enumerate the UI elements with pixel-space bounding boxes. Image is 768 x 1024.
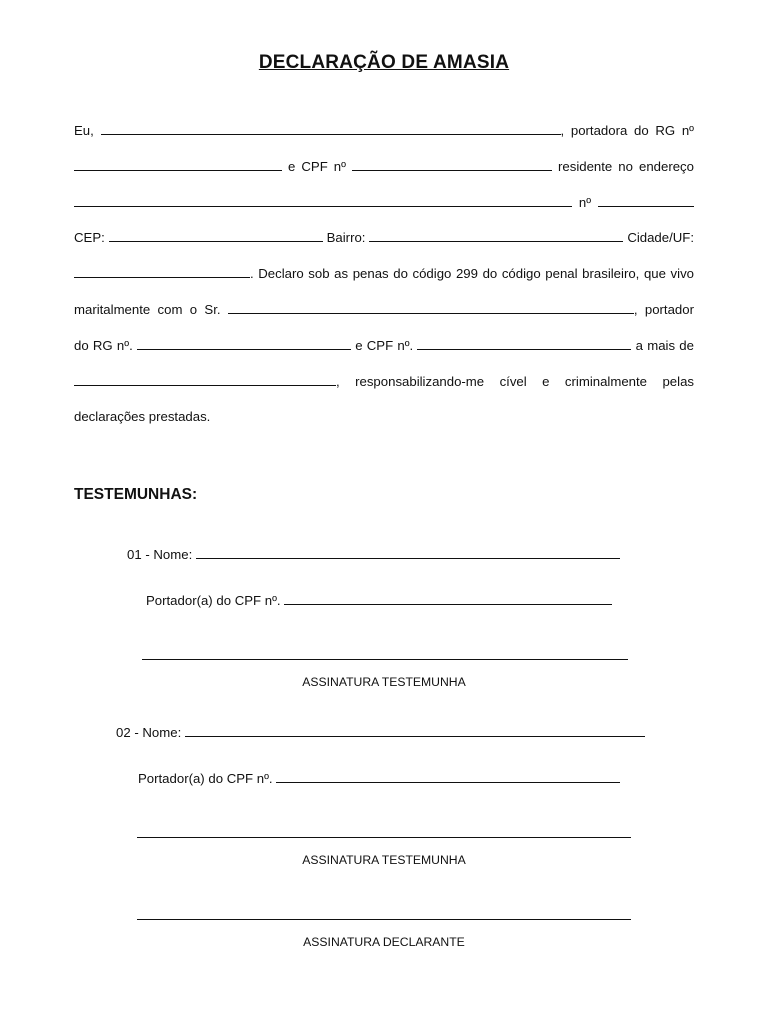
witness-2-cpf-label: Portador(a) do CPF nº.: [138, 771, 273, 786]
address-number-label: nº: [578, 194, 592, 210]
witness-1-name-field[interactable]: [196, 558, 620, 559]
cidade-field[interactable]: [74, 277, 250, 278]
witness-2-name-label: 02 - Nome:: [116, 725, 182, 740]
declarant-rg-field[interactable]: [74, 170, 282, 171]
witness-1-cpf-label: Portador(a) do CPF nº.: [146, 593, 281, 608]
a-mais-de-label: a mais de: [635, 337, 694, 353]
declaration-paragraph: [74, 113, 694, 435]
witness-1-cpf-row: [146, 593, 612, 608]
cpf-label: e CPF nº: [288, 158, 346, 174]
partner-name-field[interactable]: [228, 313, 634, 314]
cidade-label: Cidade/UF:: [627, 230, 695, 246]
declarant-cpf-field[interactable]: [352, 170, 552, 171]
address-field[interactable]: [74, 206, 572, 207]
cep-label: CEP:: [74, 230, 105, 246]
partner-cpf-label: e CPF nº.: [355, 337, 414, 353]
witness-2-cpf-field[interactable]: [276, 782, 620, 783]
witness-1-cpf-field[interactable]: [284, 604, 612, 605]
witness-1-signature-line[interactable]: [142, 659, 628, 660]
bairro-field[interactable]: [369, 241, 623, 242]
declarant-signature-caption: ASSINATURA DECLARANTE: [303, 935, 465, 949]
witness-2-signature-line[interactable]: [137, 837, 631, 838]
witness-1-signature-caption: ASSINATURA TESTEMUNHA: [302, 675, 466, 689]
declarant-signature-line[interactable]: [137, 919, 631, 920]
rg-label: , portadora do RG nº: [560, 123, 694, 138]
declaro-text: . Declaro sob as penas do código 299 do código penal brasileiro, que vivo maritalmente com o Sr.: [74, 266, 694, 317]
address-label: residente no endereço: [558, 158, 694, 174]
witness-2-name-row: [116, 725, 645, 740]
partner-cpf-field[interactable]: [417, 349, 631, 350]
bairro-label: Bairro:: [326, 230, 366, 246]
witness-2-signature-caption: ASSINATURA TESTEMUNHA: [302, 853, 466, 867]
witness-2-cpf-row: [138, 771, 620, 786]
eu-label: Eu,: [74, 123, 94, 138]
witnesses-heading: TESTEMUNHAS:: [74, 486, 198, 503]
document-title: DECLARAÇÃO DE AMASIA: [258, 52, 510, 73]
portador-rg-text: , portador do RG nº.: [74, 301, 694, 353]
witness-1-name-row: [127, 547, 620, 562]
address-number-field[interactable]: [598, 206, 694, 207]
witness-2-name-field[interactable]: [185, 736, 645, 737]
declarant-name-field[interactable]: [101, 134, 561, 135]
responsabilizando-text: , responsabilizando-me cível e criminalmente pelas declarações prestadas.: [74, 373, 694, 425]
cep-field[interactable]: [109, 241, 323, 242]
duration-field[interactable]: [74, 385, 336, 386]
partner-rg-field[interactable]: [137, 349, 351, 350]
witness-1-name-label: 01 - Nome:: [127, 547, 193, 562]
